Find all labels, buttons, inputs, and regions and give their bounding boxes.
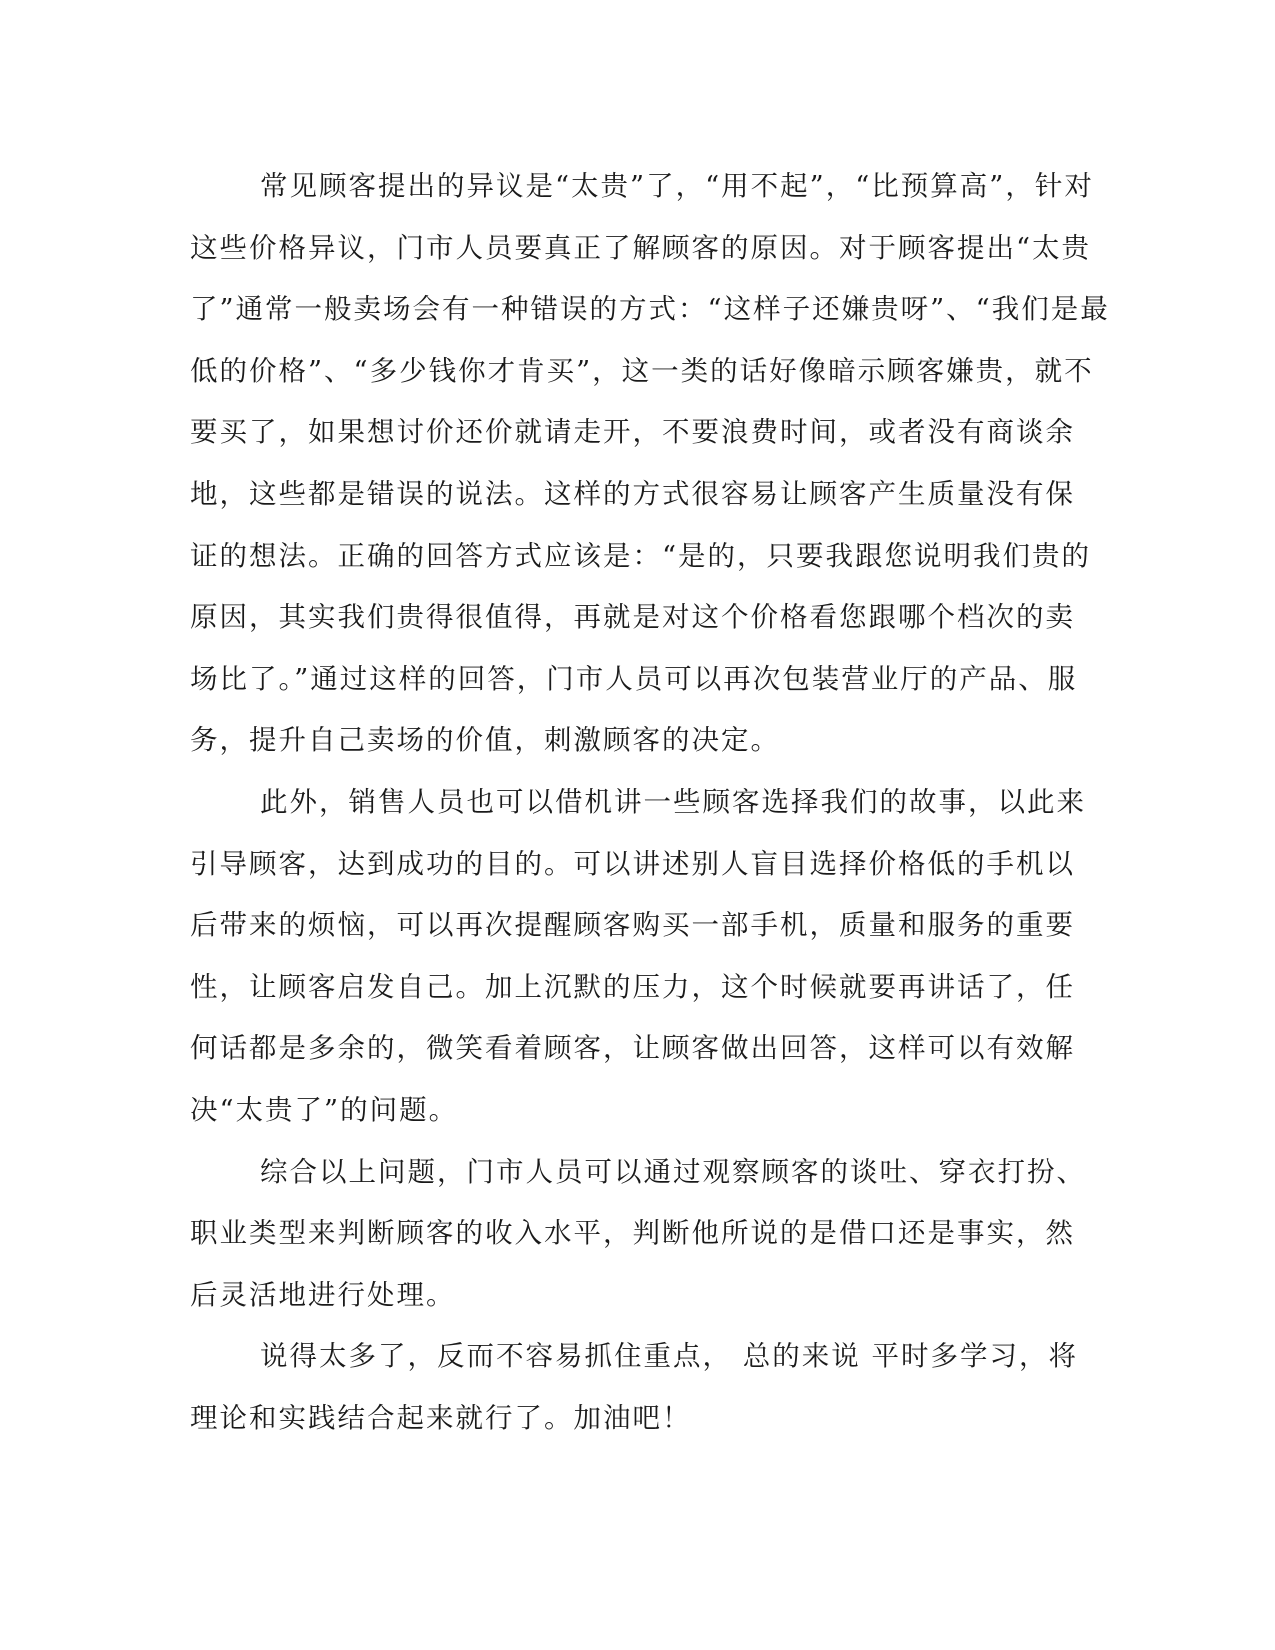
paragraph-line: 职业类型来判断顾客的收入水平，判断他所说的是借口还是事实，然 bbox=[190, 1217, 1075, 1250]
paragraph-line: 要买了，如果想讨价还价就请走开，不要浪费时间，或者没有商谈余 bbox=[190, 416, 1075, 449]
paragraph-line: 综合以上问题，门市人员可以通过观察顾客的谈吐、穿衣打扮、 bbox=[260, 1155, 1086, 1188]
paragraph-closing bbox=[190, 1326, 1080, 1449]
paragraph-line: 理论和实践结合起来就行了。加油吧！ bbox=[190, 1401, 692, 1434]
paragraph-line: 原因，其实我们贵得很值得，再就是对这个价格看您跟哪个档次的卖 bbox=[190, 601, 1075, 634]
paragraph-line: 决“太贵了”的问题。 bbox=[190, 1093, 459, 1126]
paragraph-line: 引导顾客，达到成功的目的。可以讲述别人盲目选择价格低的手机以 bbox=[190, 847, 1075, 880]
paragraph-line: 后灵活地进行处理。 bbox=[190, 1278, 456, 1311]
paragraph-price-objection bbox=[190, 156, 1110, 772]
paragraph-line: 此外，销售人员也可以借机讲一些顾客选择我们的故事，以此来 bbox=[260, 785, 1086, 818]
paragraph-line: 性，让顾客启发自己。加上沉默的压力，这个时候就要再讲话了，任 bbox=[190, 970, 1075, 1003]
paragraph-line: 这些价格异议，门市人员要真正了解顾客的原因。对于顾客提出“太贵 bbox=[190, 231, 1092, 264]
paragraph-line: 后带来的烦恼，可以再次提醒顾客购买一部手机，质量和服务的重要 bbox=[190, 909, 1075, 942]
paragraph-line: 了”通常一般卖场会有一种错误的方式：“这样子还嫌贵呀”、“我们是最 bbox=[190, 293, 1110, 326]
paragraph-line: 常见顾客提出的异议是“太贵”了，“用不起”，“比预算高”，针对 bbox=[260, 170, 1094, 202]
paragraph-line: 低的价格”、“多少钱你才肯买”，这一类的话好像暗示顾客嫌贵，就不 bbox=[190, 354, 1094, 387]
paragraph-storytelling bbox=[190, 772, 1086, 1142]
document-body bbox=[190, 156, 1110, 1449]
paragraph-summary bbox=[190, 1142, 1086, 1327]
paragraph-line: 地，这些都是错误的说法。这样的方式很容易让顾客产生质量没有保 bbox=[190, 477, 1075, 510]
paragraph-line: 务，提升自己卖场的价值，刺激顾客的决定。 bbox=[190, 724, 780, 757]
paragraph-line: 证的想法。正确的回答方式应该是：“是的，只要我跟您说明我们贵的 bbox=[190, 539, 1092, 572]
paragraph-line: 场比了。”通过这样的回答，门市人员可以再次包装营业厅的产品、服 bbox=[190, 662, 1078, 695]
paragraph-line: 何话都是多余的，微笑看着顾客，让顾客做出回答，这样可以有效解 bbox=[190, 1032, 1075, 1065]
paragraph-line: 说得太多了，反而不容易抓住重点， 总的来说 平时多学习，将 bbox=[260, 1340, 1078, 1373]
